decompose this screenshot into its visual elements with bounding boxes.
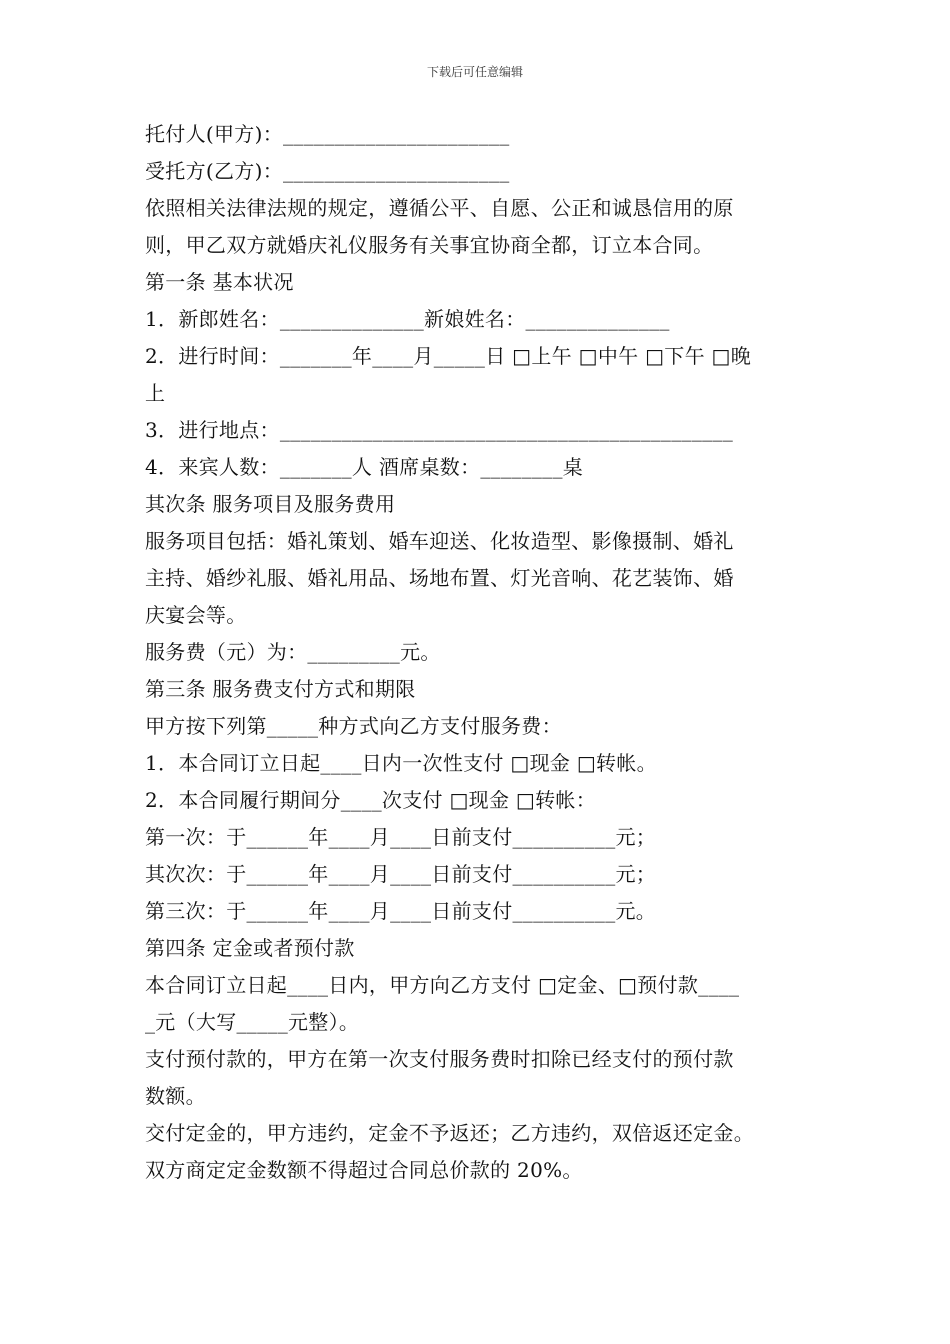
payment-option-1: 1．本合同订立日起____日内一次性支付 □现金 □转帐。 [145, 751, 657, 775]
guests-line: 4．来宾人数：_______人 酒席桌数：________桌 [145, 455, 584, 479]
preamble-line-1: 依照相关法律法规的规定，遵循公平、自愿、公正和诚恳信用的原 [145, 196, 734, 220]
fee-line: 服务费（元）为：_________元。 [145, 640, 441, 664]
contract-body [145, 116, 835, 1189]
preamble-line-2: 则，甲乙双方就婚庆礼仪服务有关事宜协商全都，订立本合同。 [145, 233, 714, 257]
article-2-heading: 其次条 服务项目及服务费用 [145, 492, 396, 516]
installment-2: 其次次：于______年____月____日前支付__________元； [145, 862, 657, 886]
venue-line: 3．进行地点：____________________________________________ [145, 418, 734, 442]
article-1-heading: 第一条 基本状况 [145, 270, 294, 294]
prepayment-line-2: 数额。 [145, 1084, 206, 1108]
services-line-3: 庆宴会等。 [145, 603, 247, 627]
prepayment-line-1: 支付预付款的，甲方在第一次支付服务费时扣除已经支付的预付款 [145, 1047, 734, 1071]
article-3-heading: 第三条 服务费支付方式和期限 [145, 677, 416, 701]
time-line-cont: 上 [145, 381, 166, 405]
page-header: 下载后可任意编辑 [426, 65, 523, 79]
party-a-line: 托付人(甲方)：______________________ [145, 122, 510, 146]
deposit-limit-line: 双方商定定金数额不得超过合同总价款的 20%。 [145, 1158, 583, 1182]
party-b-line: 受托方(乙方)：______________________ [145, 159, 510, 183]
deposit-line-1: 本合同订立日起____日内，甲方向乙方支付 □定金、□预付款____ [145, 973, 740, 997]
services-line-2: 主持、婚纱礼服、婚礼用品、场地布置、灯光音响、花艺装饰、婚 [145, 566, 734, 590]
payment-option-2: 2．本合同履行期间分____次支付 □现金 □转帐： [145, 788, 597, 812]
article-4-heading: 第四条 定金或者预付款 [145, 936, 355, 960]
installment-1: 第一次：于______年____月____日前支付__________元； [145, 825, 657, 849]
names-line: 1．新郎姓名：______________新娘姓名：______________ [145, 307, 670, 331]
payment-method-line: 甲方按下列第_____种方式向乙方支付服务费： [145, 714, 562, 738]
deposit-line-2: _元（大写_____元整）。 [145, 1010, 360, 1034]
installment-3: 第三次：于______年____月____日前支付__________元。 [145, 899, 657, 923]
time-line: 2．进行时间：_______年____月_____日 □上午 □中午 □下午 □晚 [145, 344, 752, 368]
services-line-1: 服务项目包括：婚礼策划、婚车迎送、化妆造型、影像摄制、婚礼 [145, 529, 734, 553]
deposit-breach-line: 交付定金的，甲方违约，定金不予返还；乙方违约，双倍返还定金。 [145, 1121, 754, 1145]
